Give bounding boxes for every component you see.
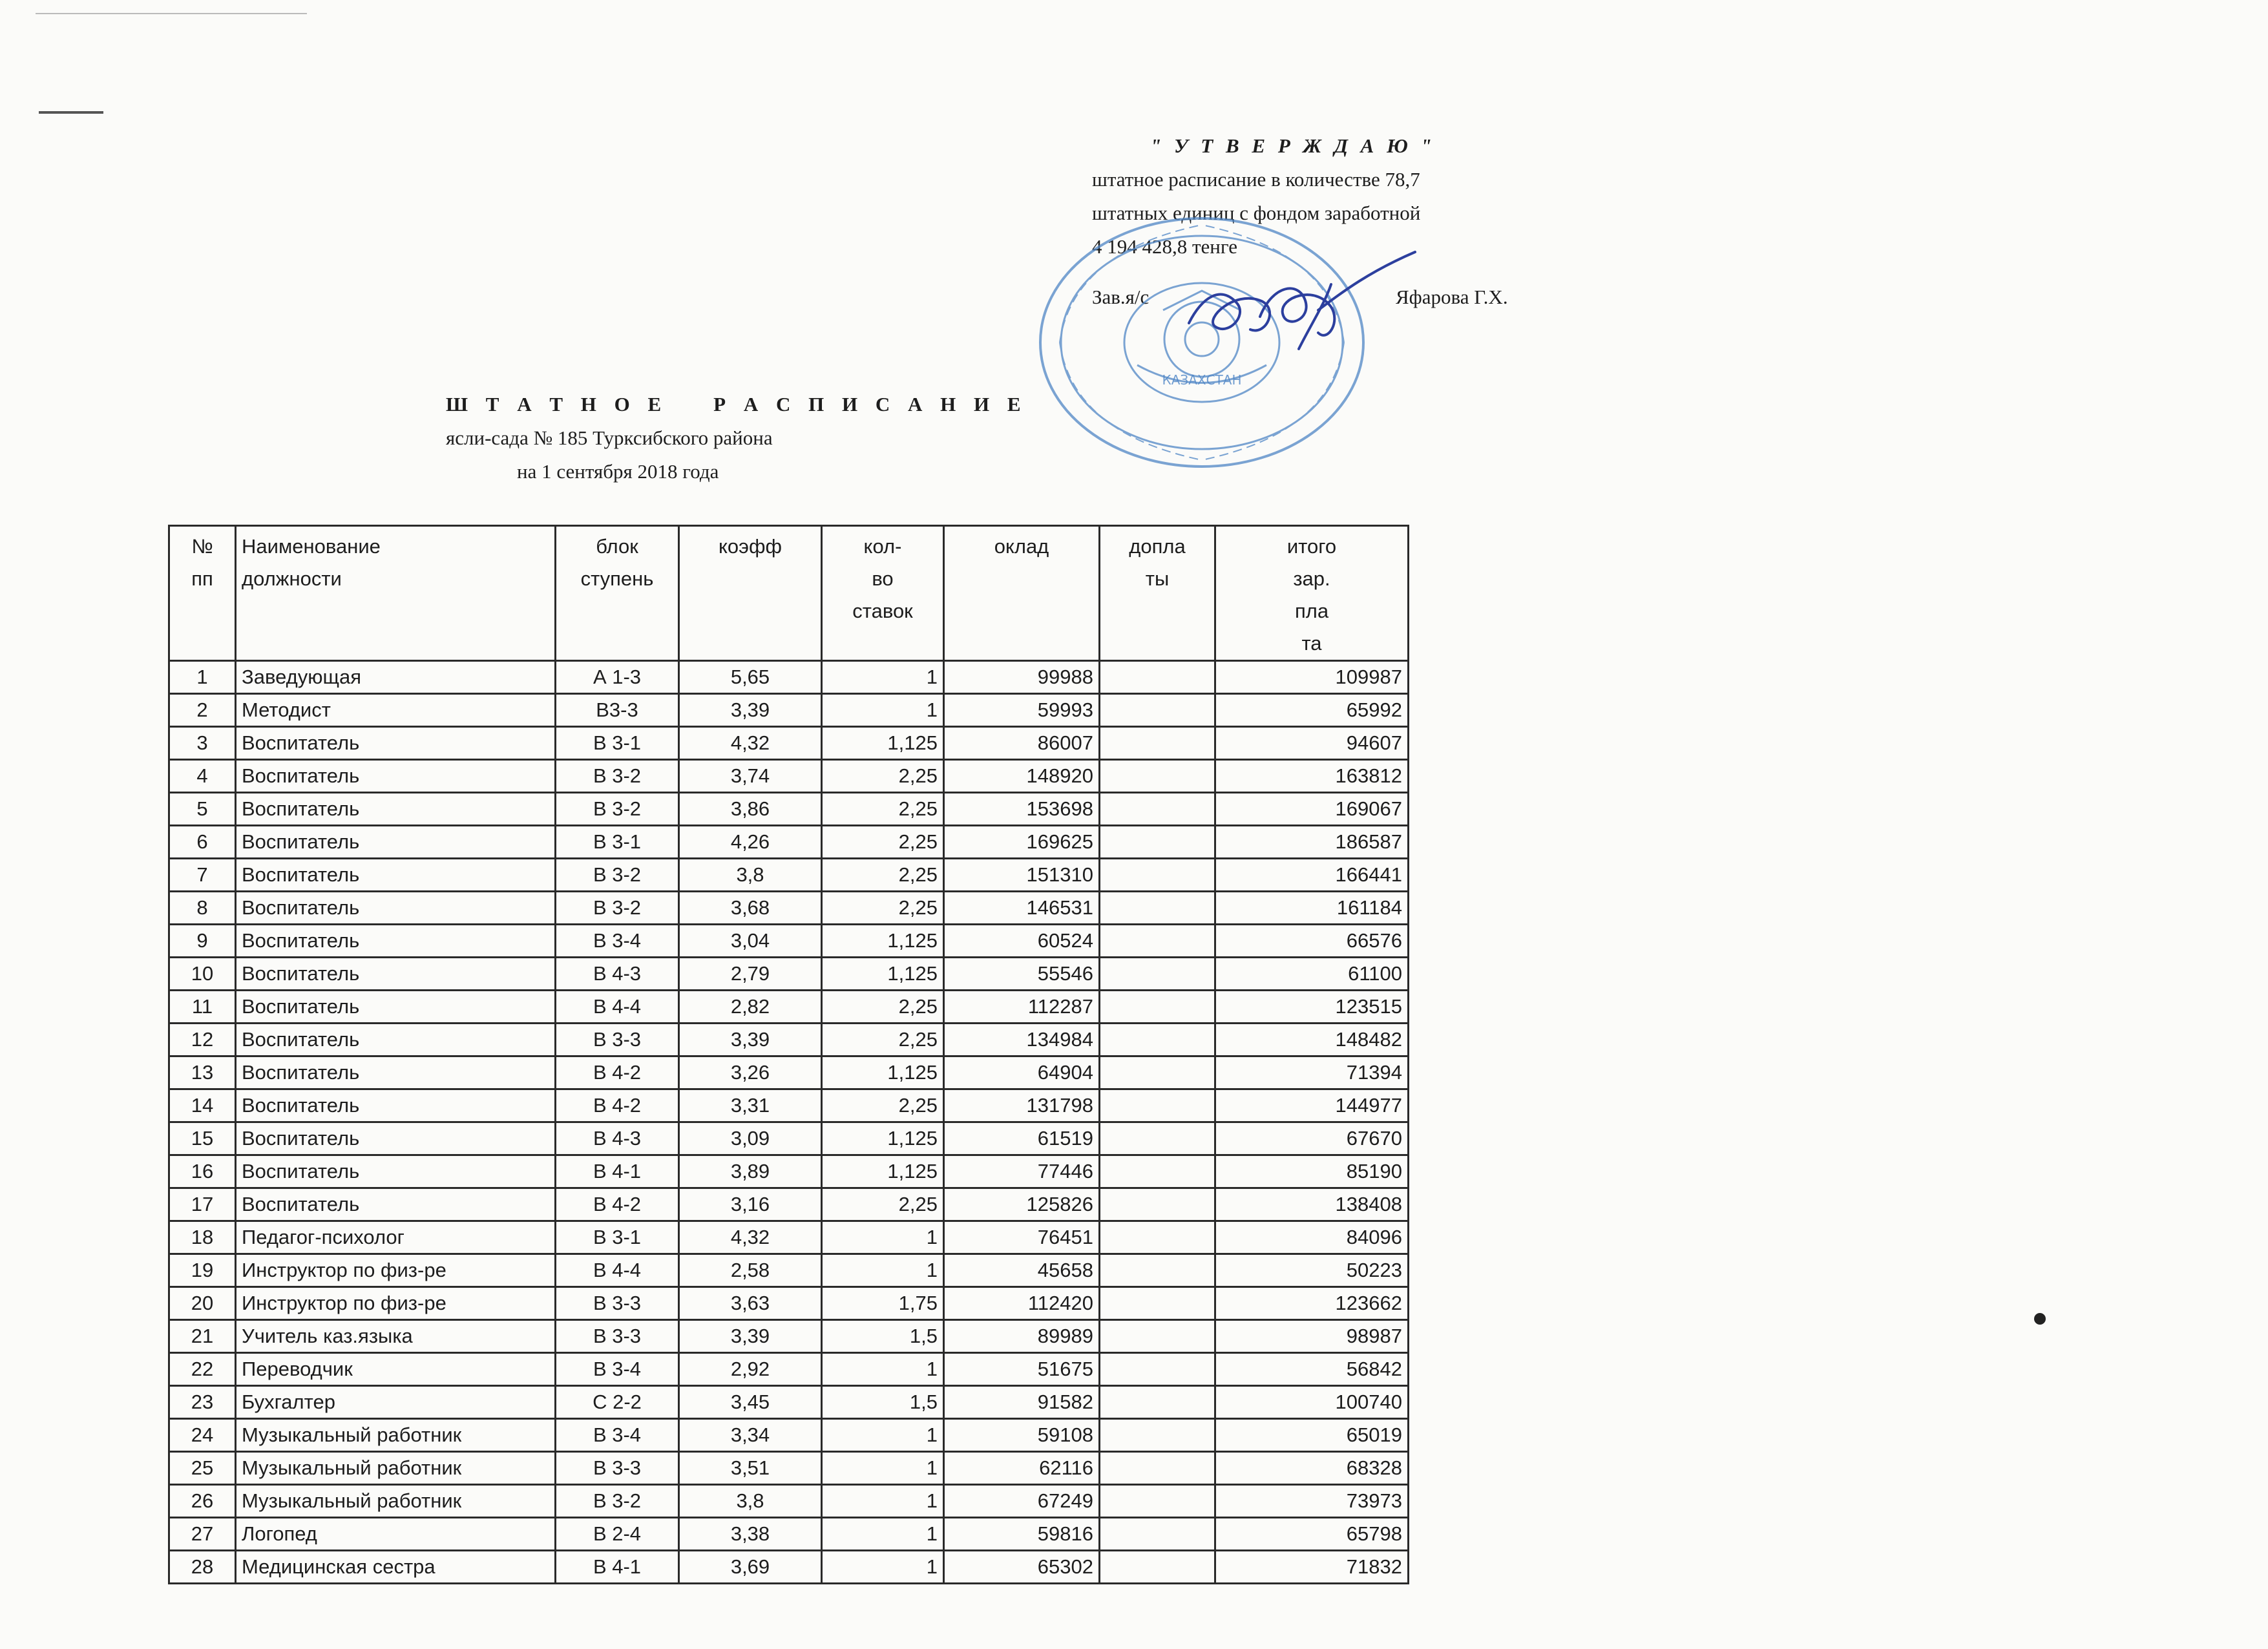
cell-extra [1100,1287,1215,1320]
cell-extra [1100,793,1215,826]
cell-extra [1100,1221,1215,1254]
cell-num: 5 [169,793,236,826]
cell-extra [1100,826,1215,859]
cell-rate: 2,25 [822,859,944,892]
cell-num: 7 [169,859,236,892]
cell-salary: 55546 [944,958,1100,991]
cell-total: 123515 [1215,991,1409,1024]
cell-extra [1100,1518,1215,1551]
cell-num: 10 [169,958,236,991]
cell-name: Музыкальный работник [236,1452,556,1485]
header-rate-line-3: ставок [852,600,913,622]
cell-coef: 3,39 [679,1024,822,1056]
cell-block: В 3-3 [556,1287,679,1320]
cell-name: Воспитатель [236,727,556,760]
table-row [169,1353,1409,1386]
cell-salary: 62116 [944,1452,1100,1485]
cell-name: Воспитатель [236,925,556,958]
cell-total: 123662 [1215,1287,1409,1320]
header-total-line-4: та [1301,632,1322,655]
cell-salary: 51675 [944,1353,1100,1386]
document-title: Ш Т А Т Н О Е Р А С П И С А Н И Е [446,393,1027,415]
header-num-line-2: пп [191,567,213,590]
cell-salary: 153698 [944,793,1100,826]
cell-salary: 151310 [944,859,1100,892]
cell-total: 84096 [1215,1221,1409,1254]
cell-rate: 1 [822,1221,944,1254]
cell-total: 66576 [1215,925,1409,958]
cell-coef: 3,26 [679,1056,822,1089]
cell-coef: 3,34 [679,1419,822,1452]
cell-name: Инструктор по физ-ре [236,1287,556,1320]
cell-coef: 2,92 [679,1353,822,1386]
cell-num: 13 [169,1056,236,1089]
cell-coef: 2,79 [679,958,822,991]
table-row [169,760,1409,793]
cell-rate: 1 [822,1518,944,1551]
cell-salary: 59108 [944,1419,1100,1452]
cell-coef: 3,45 [679,1386,822,1419]
cell-name: Учитель каз.языка [236,1320,556,1353]
cell-salary: 77446 [944,1155,1100,1188]
cell-block: В 3-3 [556,1452,679,1485]
cell-num: 22 [169,1353,236,1386]
cell-rate: 1,75 [822,1287,944,1320]
cell-salary: 59816 [944,1518,1100,1551]
cell-num: 12 [169,1024,236,1056]
cell-block: В 4-3 [556,1122,679,1155]
cell-num: 4 [169,760,236,793]
cell-block: В 3-3 [556,1320,679,1353]
cell-salary: 112287 [944,991,1100,1024]
cell-name: Воспитатель [236,1188,556,1221]
cell-name: Педагог-психолог [236,1221,556,1254]
cell-rate: 1,125 [822,958,944,991]
header-name-line-1: Наименование [242,535,381,558]
signatory-role: Зав.я/с [1092,286,1150,308]
cell-coef: 3,39 [679,694,822,727]
cell-salary: 134984 [944,1024,1100,1056]
cell-total: 50223 [1215,1254,1409,1287]
cell-num: 17 [169,1188,236,1221]
cell-extra [1100,925,1215,958]
cell-salary: 146531 [944,892,1100,925]
cell-name: Воспитатель [236,826,556,859]
header-extra-line-2: ты [1145,567,1170,590]
cell-coef: 5,65 [679,661,822,694]
cell-total: 169067 [1215,793,1409,826]
cell-num: 26 [169,1485,236,1518]
scan-mark-left [39,111,103,114]
table-row [169,1254,1409,1287]
table-row [169,793,1409,826]
cell-total: 85190 [1215,1155,1409,1188]
cell-coef: 2,58 [679,1254,822,1287]
header-extra-line-1: допла [1129,535,1186,558]
cell-extra [1100,1188,1215,1221]
header-total-line-2: зар. [1293,567,1330,590]
cell-name: Заведующая [236,661,556,694]
table-row [169,1320,1409,1353]
table-header-row [169,526,1409,661]
header-rate-line-1: кол- [863,535,902,558]
cell-block: В 3-2 [556,859,679,892]
table-row [169,1188,1409,1221]
table-row [169,1024,1409,1056]
table-row [169,1452,1409,1485]
cell-coef: 4,32 [679,1221,822,1254]
cell-total: 73973 [1215,1485,1409,1518]
table-row [169,859,1409,892]
cell-extra [1100,958,1215,991]
header-coef-line-1: коэфф [719,535,782,558]
cell-rate: 1 [822,694,944,727]
cell-block: В 4-4 [556,1254,679,1287]
header-salary-line-1: оклад [994,535,1049,558]
cell-salary: 64904 [944,1056,1100,1089]
cell-extra [1100,892,1215,925]
cell-name: Воспитатель [236,991,556,1024]
cell-name: Воспитатель [236,859,556,892]
header-coef [679,526,822,661]
cell-block: В 3-3 [556,1024,679,1056]
cell-num: 9 [169,925,236,958]
header-block [556,526,679,661]
approval-line-1: штатное расписание в количестве 78,7 [1092,168,1420,191]
table-row [169,694,1409,727]
cell-salary: 59993 [944,694,1100,727]
cell-block: В 4-1 [556,1551,679,1584]
table-row [169,661,1409,694]
cell-block: В 4-3 [556,958,679,991]
cell-name: Воспитатель [236,892,556,925]
scan-dot-right [2034,1313,2046,1325]
cell-rate: 1 [822,1452,944,1485]
cell-rate: 1,5 [822,1320,944,1353]
cell-block: В 3-2 [556,892,679,925]
cell-num: 1 [169,661,236,694]
cell-block: В 3-2 [556,1485,679,1518]
cell-rate: 1,5 [822,1386,944,1419]
cell-extra [1100,859,1215,892]
cell-extra [1100,1386,1215,1419]
cell-name: Инструктор по физ-ре [236,1254,556,1287]
cell-block: В 4-1 [556,1155,679,1188]
cell-salary: 99988 [944,661,1100,694]
cell-name: Воспитатель [236,793,556,826]
cell-num: 20 [169,1287,236,1320]
cell-block: В 4-2 [556,1056,679,1089]
cell-total: 65019 [1215,1419,1409,1452]
table-row [169,1056,1409,1089]
cell-num: 23 [169,1386,236,1419]
cell-total: 163812 [1215,760,1409,793]
cell-coef: 2,82 [679,991,822,1024]
cell-extra [1100,1320,1215,1353]
cell-extra [1100,1024,1215,1056]
cell-salary: 169625 [944,826,1100,859]
cell-coef: 3,69 [679,1551,822,1584]
cell-total: 61100 [1215,958,1409,991]
cell-block: В 3-4 [556,1419,679,1452]
cell-salary: 89989 [944,1320,1100,1353]
cell-extra [1100,1353,1215,1386]
cell-rate: 2,25 [822,991,944,1024]
header-total [1215,526,1409,661]
cell-coef: 3,89 [679,1155,822,1188]
staff-schedule-table [168,525,1409,1584]
cell-extra [1100,760,1215,793]
signatory-name: Яфарова Г.Х. [1396,286,1508,308]
cell-extra [1100,661,1215,694]
header-name [236,526,556,661]
cell-total: 100740 [1215,1386,1409,1419]
table-row [169,1419,1409,1452]
cell-name: Воспитатель [236,958,556,991]
table-row [169,1122,1409,1155]
approval-title: " У Т В Е Р Ж Д А Ю " [1150,134,1436,157]
cell-salary: 86007 [944,727,1100,760]
cell-name: Воспитатель [236,1122,556,1155]
cell-total: 161184 [1215,892,1409,925]
cell-name: Воспитатель [236,1056,556,1089]
cell-name: Переводчик [236,1353,556,1386]
cell-name: Медицинская сестра [236,1551,556,1584]
cell-salary: 45658 [944,1254,1100,1287]
cell-total: 98987 [1215,1320,1409,1353]
cell-total: 71832 [1215,1551,1409,1584]
header-salary [944,526,1100,661]
cell-name: Воспитатель [236,1089,556,1122]
scan-line-top [36,13,307,14]
cell-extra [1100,1419,1215,1452]
cell-num: 3 [169,727,236,760]
table-body [169,661,1409,1584]
stamp-text: КАЗАХСТАН [1162,372,1242,388]
cell-block: В3-3 [556,694,679,727]
document-date: на 1 сентября 2018 года [517,460,719,483]
cell-salary: 65302 [944,1551,1100,1584]
table-row [169,958,1409,991]
cell-total: 166441 [1215,859,1409,892]
cell-coef: 3,04 [679,925,822,958]
cell-coef: 3,68 [679,892,822,925]
cell-coef: 3,86 [679,793,822,826]
cell-rate: 2,25 [822,760,944,793]
header-name-line-2: должности [242,567,342,590]
cell-name: Методист [236,694,556,727]
cell-extra [1100,694,1215,727]
table-row [169,826,1409,859]
cell-total: 109987 [1215,661,1409,694]
cell-rate: 1 [822,1419,944,1452]
cell-coef: 3,09 [679,1122,822,1155]
cell-extra [1100,1452,1215,1485]
cell-salary: 91582 [944,1386,1100,1419]
cell-extra [1100,1551,1215,1584]
cell-rate: 1,125 [822,1056,944,1089]
cell-num: 25 [169,1452,236,1485]
header-block-line-1: блок [596,535,638,558]
cell-salary: 61519 [944,1122,1100,1155]
table-row [169,1155,1409,1188]
cell-rate: 1,125 [822,1122,944,1155]
cell-name: Воспитатель [236,1155,556,1188]
cell-extra [1100,1122,1215,1155]
table-row [169,1089,1409,1122]
cell-coef: 3,51 [679,1452,822,1485]
cell-salary: 67249 [944,1485,1100,1518]
handwritten-signature [1176,246,1434,368]
cell-block: В 3-2 [556,760,679,793]
cell-total: 67670 [1215,1122,1409,1155]
table-row [169,1551,1409,1584]
cell-block: В 4-2 [556,1089,679,1122]
cell-rate: 2,25 [822,793,944,826]
cell-extra [1100,1089,1215,1122]
cell-coef: 3,74 [679,760,822,793]
cell-coef: 3,39 [679,1320,822,1353]
cell-salary: 125826 [944,1188,1100,1221]
table-row [169,1287,1409,1320]
cell-name: Музыкальный работник [236,1485,556,1518]
table-row [169,925,1409,958]
cell-rate: 1,125 [822,1155,944,1188]
table-row [169,1518,1409,1551]
cell-coef: 3,8 [679,859,822,892]
cell-num: 15 [169,1122,236,1155]
table-row [169,1221,1409,1254]
cell-coef: 3,63 [679,1287,822,1320]
cell-rate: 2,25 [822,1024,944,1056]
cell-num: 19 [169,1254,236,1287]
cell-rate: 1 [822,1254,944,1287]
cell-num: 2 [169,694,236,727]
cell-coef: 3,31 [679,1089,822,1122]
approval-line-2: штатных единиц с фондом заработной [1092,202,1421,224]
cell-total: 65798 [1215,1518,1409,1551]
cell-rate: 2,25 [822,1188,944,1221]
cell-salary: 148920 [944,760,1100,793]
cell-total: 71394 [1215,1056,1409,1089]
cell-block: В 3-2 [556,793,679,826]
cell-num: 27 [169,1518,236,1551]
table-row [169,727,1409,760]
header-total-line-3: пла [1294,600,1329,622]
cell-total: 186587 [1215,826,1409,859]
document-subtitle: ясли-сада № 185 Турксибского района [446,426,773,449]
table-row [169,892,1409,925]
header-rate-line-2: во [872,567,894,590]
cell-extra [1100,1155,1215,1188]
cell-name: Воспитатель [236,1024,556,1056]
cell-coef: 4,32 [679,727,822,760]
cell-total: 65992 [1215,694,1409,727]
cell-block: В 3-4 [556,1353,679,1386]
cell-num: 24 [169,1419,236,1452]
cell-total: 68328 [1215,1452,1409,1485]
cell-rate: 1 [822,1353,944,1386]
cell-num: 8 [169,892,236,925]
cell-block: А 1-3 [556,661,679,694]
cell-block: В 3-1 [556,1221,679,1254]
cell-rate: 2,25 [822,1089,944,1122]
cell-extra [1100,1254,1215,1287]
cell-block: В 3-1 [556,727,679,760]
cell-total: 94607 [1215,727,1409,760]
cell-block: В 3-4 [556,925,679,958]
table-row [169,991,1409,1024]
cell-name: Музыкальный работник [236,1419,556,1452]
cell-salary: 60524 [944,925,1100,958]
cell-name: Воспитатель [236,760,556,793]
cell-num: 16 [169,1155,236,1188]
cell-extra [1100,991,1215,1024]
cell-salary: 76451 [944,1221,1100,1254]
cell-name: Логопед [236,1518,556,1551]
header-rate [822,526,944,661]
cell-num: 21 [169,1320,236,1353]
cell-block: В 3-1 [556,826,679,859]
cell-rate: 1 [822,1551,944,1584]
cell-num: 28 [169,1551,236,1584]
cell-total: 138408 [1215,1188,1409,1221]
cell-extra [1100,1056,1215,1089]
cell-extra [1100,1485,1215,1518]
cell-coef: 4,26 [679,826,822,859]
approval-line-3: 4 194 428,8 тенге [1092,235,1237,258]
cell-rate: 1,125 [822,925,944,958]
cell-rate: 2,25 [822,826,944,859]
cell-block: В 2-4 [556,1518,679,1551]
cell-salary: 112420 [944,1287,1100,1320]
cell-num: 14 [169,1089,236,1122]
cell-block: С 2-2 [556,1386,679,1419]
cell-coef: 3,8 [679,1485,822,1518]
header-block-line-2: ступень [580,567,654,590]
cell-total: 56842 [1215,1353,1409,1386]
cell-coef: 3,38 [679,1518,822,1551]
cell-num: 6 [169,826,236,859]
cell-extra [1100,727,1215,760]
cell-num: 18 [169,1221,236,1254]
table-row [169,1485,1409,1518]
header-num-line-1: № [191,535,213,558]
cell-salary: 131798 [944,1089,1100,1122]
header-extra [1100,526,1215,661]
cell-total: 144977 [1215,1089,1409,1122]
header-num [169,526,236,661]
cell-num: 11 [169,991,236,1024]
cell-rate: 2,25 [822,892,944,925]
cell-block: В 4-4 [556,991,679,1024]
cell-block: В 4-2 [556,1188,679,1221]
cell-name: Бухгалтер [236,1386,556,1419]
cell-rate: 1 [822,661,944,694]
cell-rate: 1,125 [822,727,944,760]
cell-rate: 1 [822,1485,944,1518]
cell-total: 148482 [1215,1024,1409,1056]
table-row [169,1386,1409,1419]
cell-coef: 3,16 [679,1188,822,1221]
header-total-line-1: итого [1286,535,1337,558]
